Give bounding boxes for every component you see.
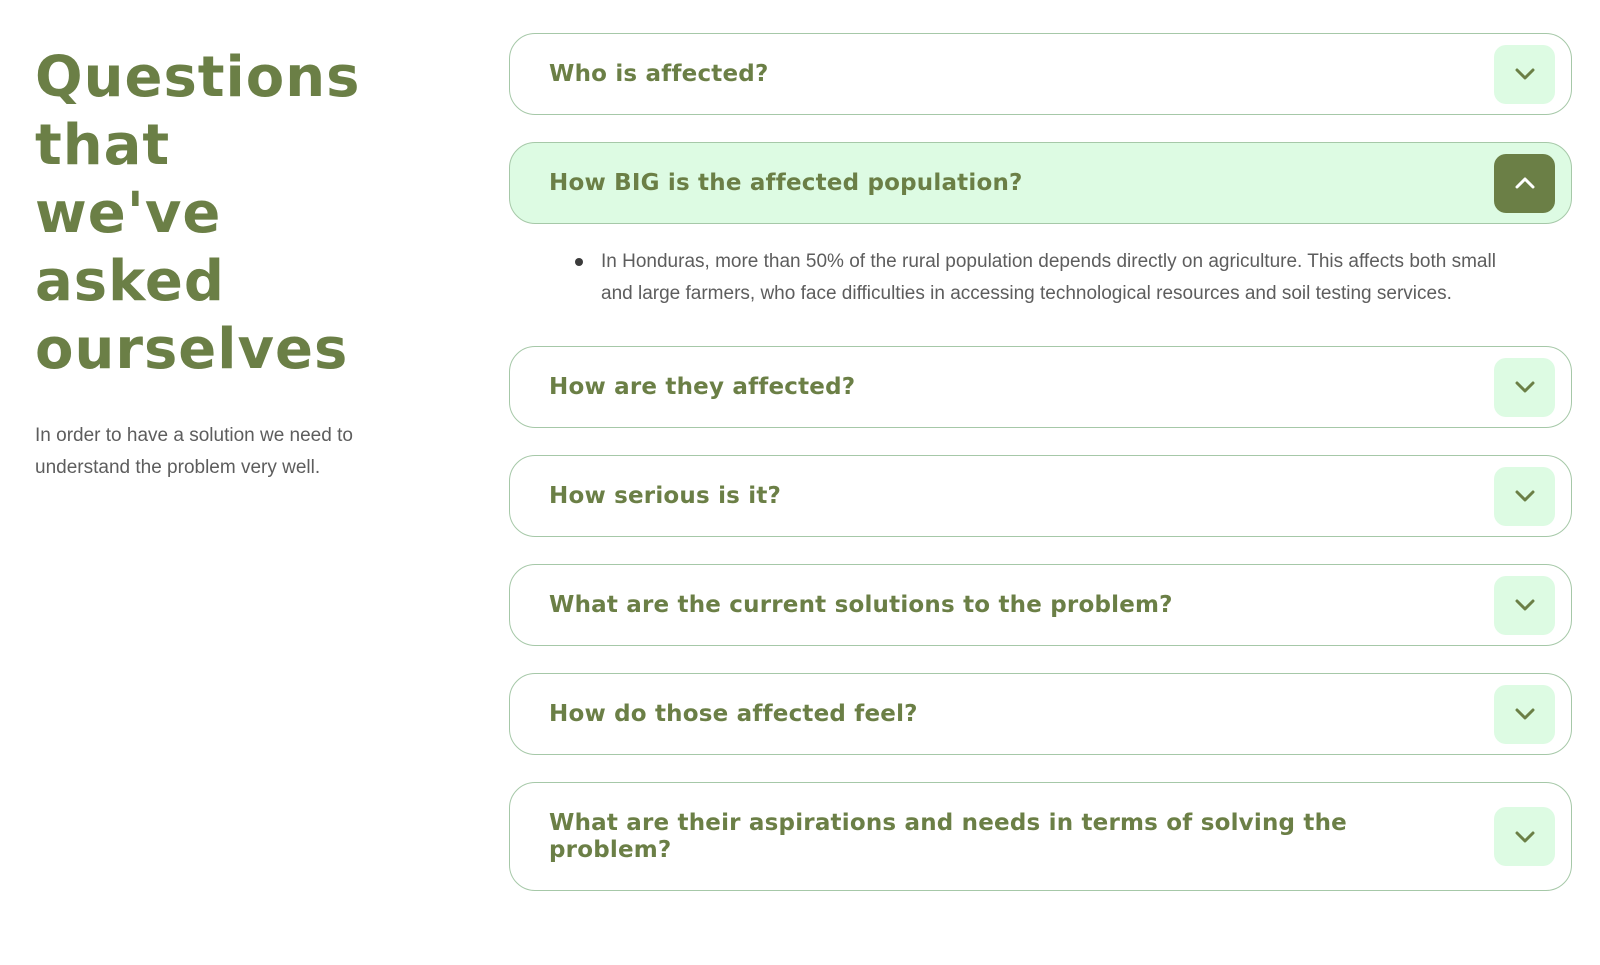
faq-question: What are their aspirations and needs in terms of solving the problem? — [549, 809, 1347, 863]
faq-item-aspirations[interactable] — [509, 782, 1572, 891]
chevron-up-icon — [1513, 171, 1537, 195]
chevron-down-icon — [1513, 484, 1537, 508]
faq-item-feelings[interactable] — [509, 673, 1572, 755]
faq-toggle-button[interactable] — [1494, 807, 1555, 866]
faq-toggle-button[interactable] — [1494, 576, 1555, 635]
title-line: that — [35, 113, 171, 178]
faq-question: How BIG is the affected population? — [549, 169, 1023, 196]
title-line: ourselves — [35, 317, 349, 382]
chevron-down-icon — [1513, 702, 1537, 726]
faq-toggle-button[interactable] — [1494, 45, 1555, 104]
faq-answer-text: In Honduras, more than 50% of the rural population depends directly on agriculture. This affects both small and large farmers, who face difficulties in accessing technological resources and soil testing services. — [575, 246, 1522, 310]
faq-item-how-serious[interactable] — [509, 455, 1572, 537]
faq-question: How are they affected? — [549, 373, 856, 400]
faq-toggle-button[interactable] — [1494, 154, 1555, 213]
faq-question: How serious is it? — [549, 482, 782, 509]
page-title — [35, 44, 435, 384]
faq-item-population-size[interactable] — [509, 142, 1572, 224]
intro-section — [35, 44, 435, 484]
faq-question: What are the current solutions to the problem? — [549, 591, 1173, 618]
chevron-down-icon — [1513, 825, 1537, 849]
faq-toggle-button[interactable] — [1494, 685, 1555, 744]
faq-item-how-affected[interactable] — [509, 346, 1572, 428]
title-line: asked — [35, 249, 225, 314]
chevron-down-icon — [1513, 62, 1537, 86]
faq-toggle-button[interactable] — [1494, 467, 1555, 526]
faq-question: How do those affected feel? — [549, 700, 918, 727]
faq-accordion — [509, 33, 1572, 918]
faq-question: Who is affected? — [549, 60, 769, 87]
title-line: Questions — [35, 45, 361, 110]
intro-description: In order to have a solution we need to understand the problem very well. — [35, 425, 353, 478]
chevron-down-icon — [1513, 375, 1537, 399]
title-line: we've — [35, 181, 222, 246]
faq-answer-panel — [509, 246, 1572, 310]
faq-item-who-is-affected[interactable] — [509, 33, 1572, 115]
faq-toggle-button[interactable] — [1494, 358, 1555, 417]
faq-item-current-solutions[interactable] — [509, 564, 1572, 646]
chevron-down-icon — [1513, 593, 1537, 617]
